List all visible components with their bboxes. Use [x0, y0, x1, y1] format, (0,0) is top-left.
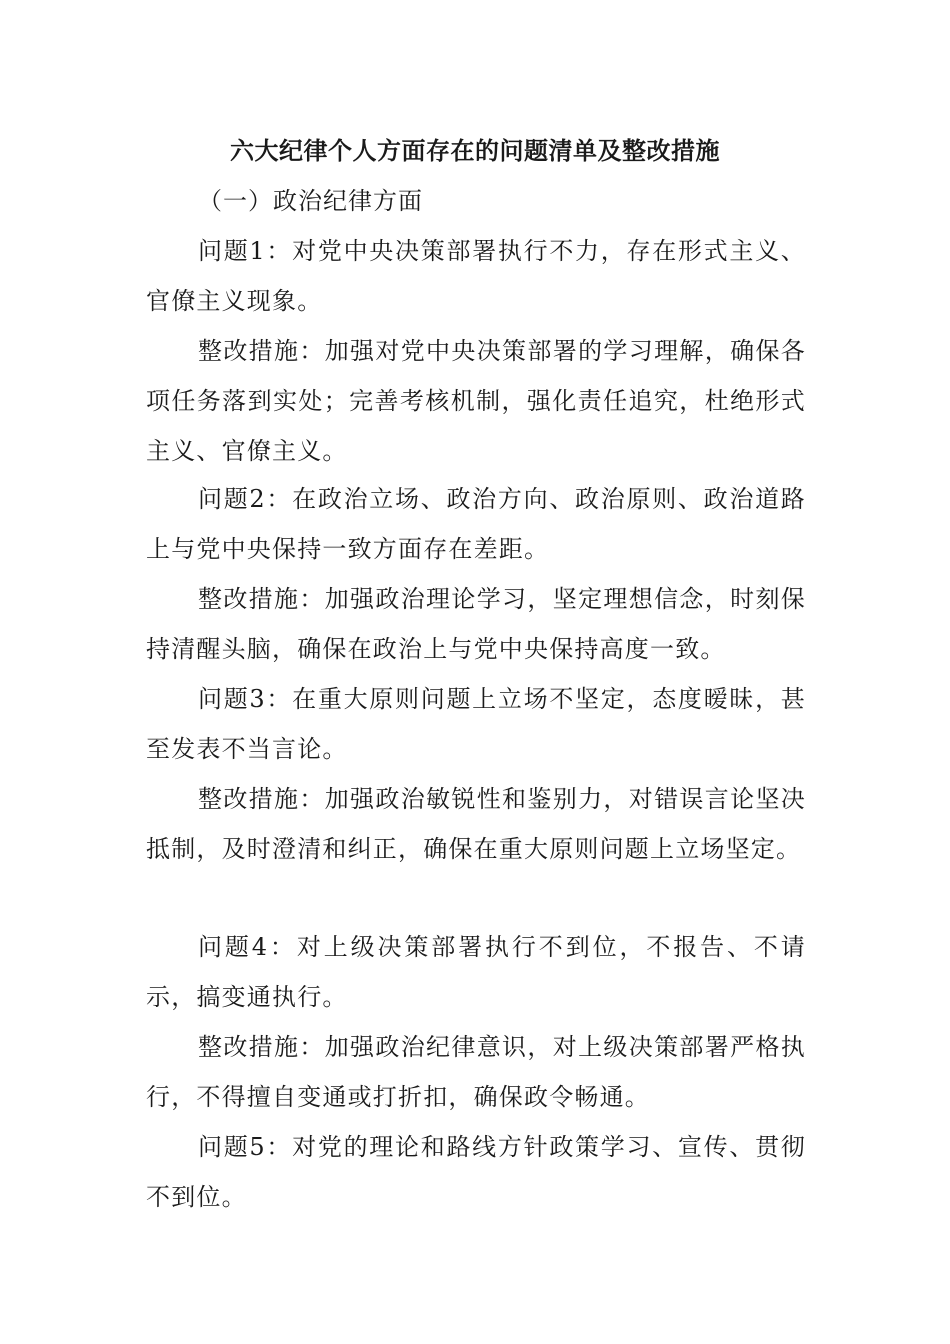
document-title: 六大纪律个人方面存在的问题清单及整改措施: [230, 137, 720, 165]
problem-paragraph: 问题2：在政治立场、政治方向、政治原则、政治道路上与党中央保持一致方面存在差距。: [146, 485, 806, 563]
problem-paragraph: 问题5：对党的理论和路线方针政策学习、宣传、贯彻不到位。: [146, 1133, 806, 1211]
measure-paragraph: 整改措施：加强政治敏锐性和鉴别力，对错误言论坚决抵制，及时澄清和纠正，确保在重大原则问题上立场坚定。: [146, 785, 806, 863]
problem-paragraph: 问题3：在重大原则问题上立场不坚定，态度暧昧，甚至发表不当言论。: [146, 685, 806, 763]
measure-paragraph: 整改措施：加强对党中央决策部署的学习理解，确保各项任务落到实处；完善考核机制，强化责任追究，杜绝形式主义、官僚主义。: [146, 337, 806, 465]
problem-paragraph: 问题1：对党中央决策部署执行不力，存在形式主义、官僚主义现象。: [146, 237, 806, 315]
measure-paragraph: 整改措施：加强政治理论学习，坚定理想信念，时刻保持清醒头脑，确保在政治上与党中央保持高度一致。: [146, 585, 806, 663]
problem-paragraph: 问题4：对上级决策部署执行不到位，不报告、不请示，搞变通执行。: [146, 933, 806, 1011]
section-heading: （一）政治纪律方面: [198, 187, 423, 215]
measure-paragraph: 整改措施：加强政治纪律意识，对上级决策部署严格执行，不得擅自变通或打折扣，确保政令畅通。: [146, 1033, 806, 1111]
